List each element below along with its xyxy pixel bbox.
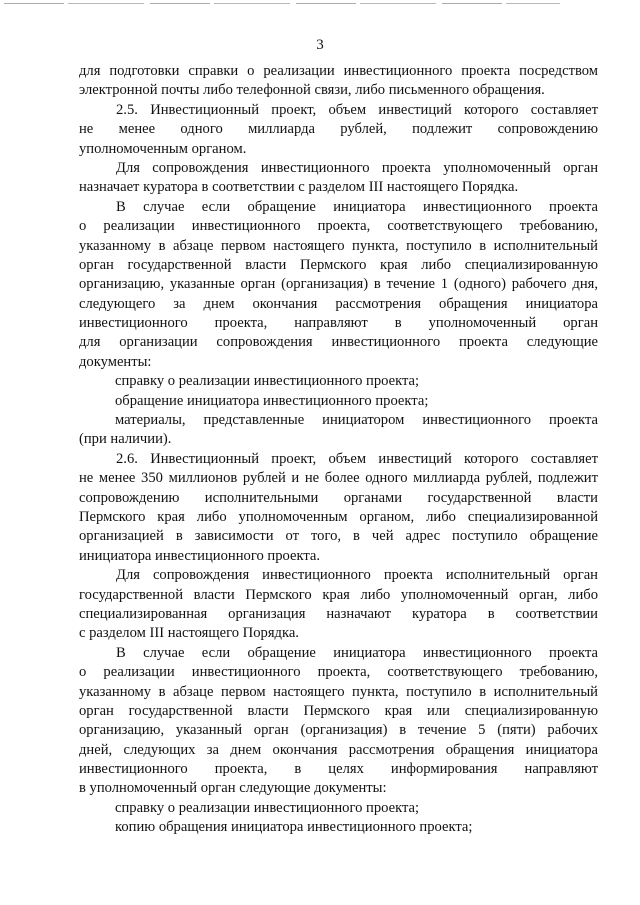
- text-line: не менее 350 миллионов рублей и не более одного миллиарда рублей, подлежит: [79, 470, 598, 487]
- text-line: дней, следующих за днем окончания рассмотрения обращения инициатора: [79, 741, 598, 758]
- text-line: в уполномоченный орган следующие документы:: [79, 780, 387, 797]
- text-line: назначает куратора в соответствии с разделом III настоящего Порядка.: [79, 179, 519, 196]
- text-line: указанному в абзаце первом настоящего пункта, поступило в исполнительный: [79, 237, 598, 254]
- text-line: Пермского края либо уполномоченным органом, либо специализированной: [79, 508, 598, 525]
- text-line: организацией в зависимости от того, в чей адрес поступило обращение: [79, 528, 598, 545]
- text-line: инициатора инвестиционного проекта.: [79, 547, 321, 564]
- text-line: государственной власти Пермского края либо уполномоченный орган, либо: [79, 586, 598, 603]
- text-line: материалы, представленные инициатором инвестиционного проекта: [115, 412, 598, 429]
- document-body: [79, 62, 598, 838]
- text-line: не менее одного миллиарда рублей, подлежит сопровождению: [79, 121, 598, 138]
- text-line: специализированная организация назначают куратора в соответствии: [79, 605, 598, 622]
- text-line: сопровождению исполнительными органами государственной власти: [79, 489, 598, 506]
- text-line: документы:: [79, 353, 152, 370]
- text-line: копию обращения инициатора инвестиционного проекта;: [115, 819, 473, 836]
- text-line: 2.6. Инвестиционный проект, объем инвестиций которого составляет: [116, 450, 598, 467]
- text-line: В случае если обращение инициатора инвестиционного проекта: [116, 198, 598, 215]
- text-line: электронной почты либо телефонной связи, либо письменного обращения.: [79, 82, 545, 99]
- text-line: справку о реализации инвестиционного проекта;: [115, 373, 420, 390]
- text-line: организацию, указанный орган (организация) в течение 5 (пяти) рабочих: [79, 722, 598, 739]
- text-line: для подготовки справки о реализации инвестиционного проекта посредством: [79, 63, 598, 79]
- scan-top-edge: [4, 3, 560, 4]
- text-line: обращение инициатора инвестиционного проекта;: [115, 392, 429, 409]
- text-line: организацию, указанные орган (организация) в течение 1 (одного) рабочего дня,: [79, 276, 598, 293]
- text-line: инвестиционного проекта, в целях информирования направляют: [79, 761, 598, 778]
- text-line: орган государственной власти Пермского края или специализированную: [79, 702, 598, 719]
- text-line: В случае если обращение инициатора инвестиционного проекта: [116, 644, 598, 661]
- text-line: о реализации инвестиционного проекта, соответствующего требованию,: [79, 218, 598, 235]
- text-line: справку о реализации инвестиционного проекта;: [115, 799, 420, 816]
- text-line: с разделом III настоящего Порядка.: [79, 625, 299, 642]
- text-line: орган государственной власти Пермского края либо специализированную: [79, 256, 598, 273]
- text-line: о реализации инвестиционного проекта, соответствующего требованию,: [79, 664, 598, 681]
- text-line: для организации сопровождения инвестиционного проекта следующие: [79, 334, 598, 351]
- text-line: Для сопровождения инвестиционного проекта уполномоченный орган: [116, 159, 598, 176]
- text-line: следующего за днем окончания рассмотрения обращения инициатора: [79, 295, 598, 312]
- text-line: уполномоченным органом.: [79, 140, 247, 157]
- text-line: Для сопровождения инвестиционного проекта исполнительный орган: [116, 567, 598, 584]
- text-line: (при наличии).: [79, 431, 172, 448]
- text-line: указанному в абзаце первом настоящего пункта, поступило в исполнительный: [79, 683, 598, 700]
- page-number: 3: [316, 37, 324, 53]
- text-line: инвестиционного проекта, направляют в уполномоченный орган: [79, 315, 598, 332]
- text-line: 2.5. Инвестиционный проект, объем инвестиций которого составляет: [116, 101, 598, 118]
